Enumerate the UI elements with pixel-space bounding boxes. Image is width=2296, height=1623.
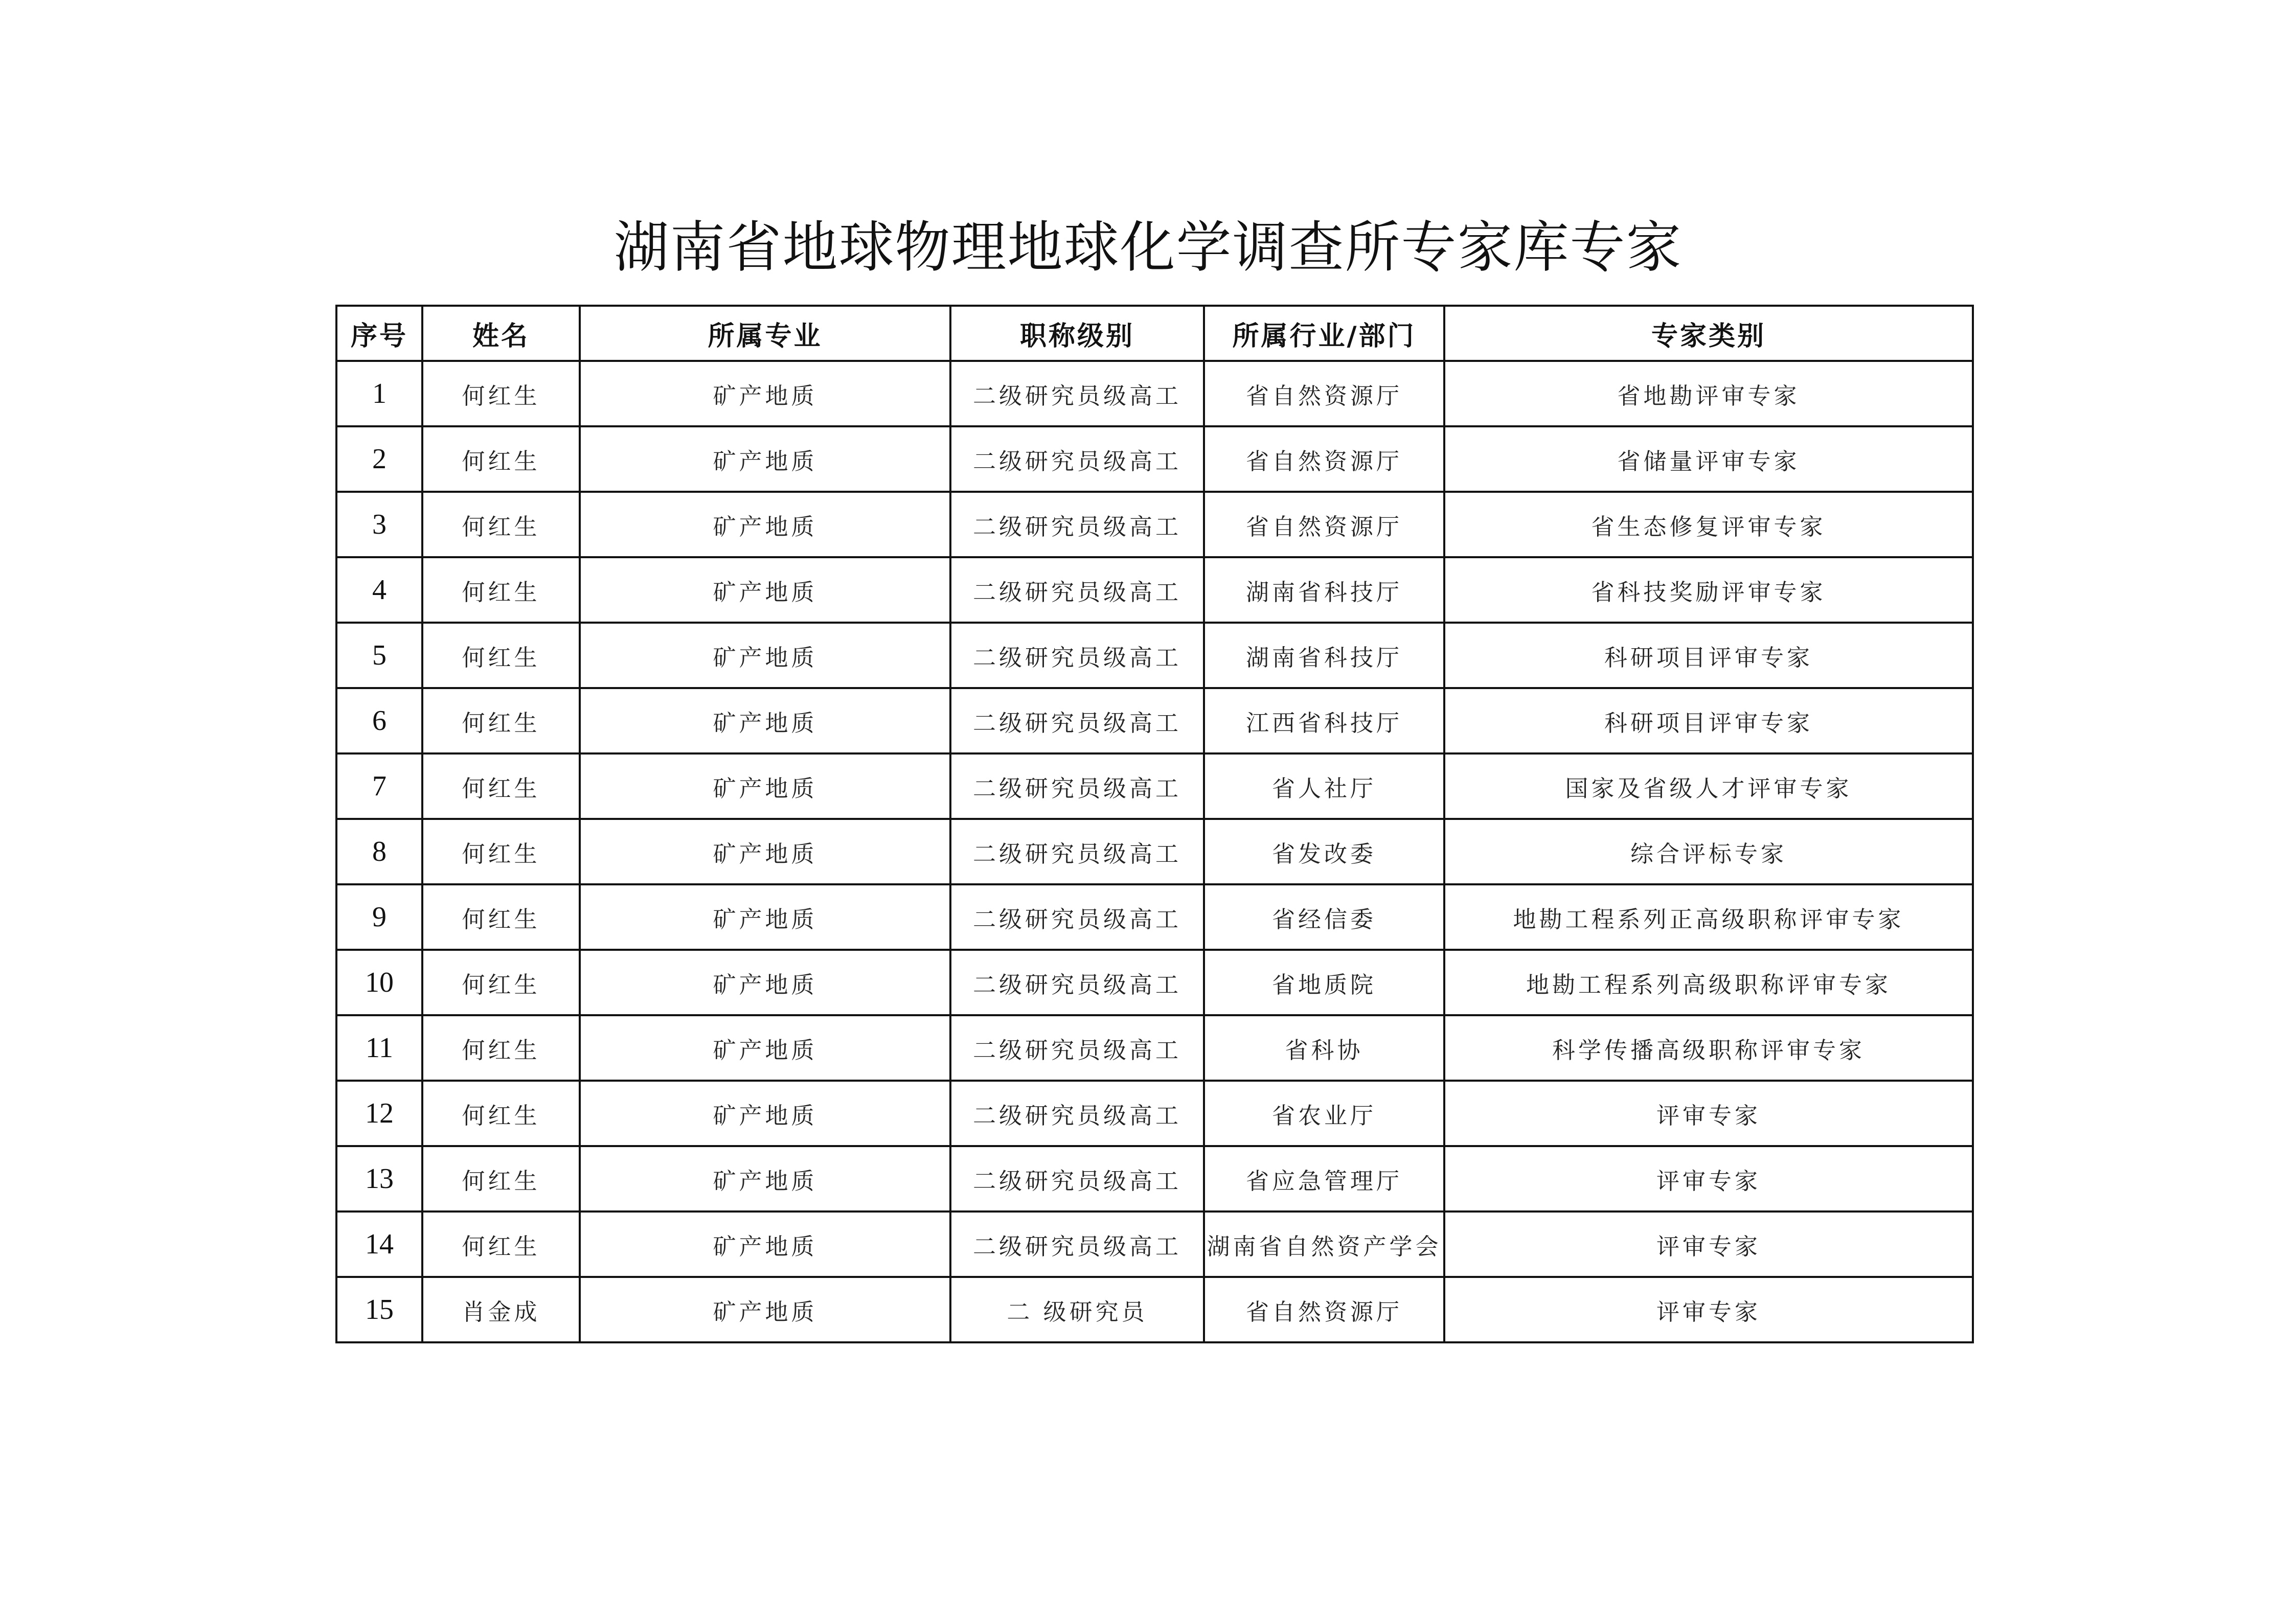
cell-expert-category: 省科技奖励评审专家 — [1444, 557, 1973, 623]
cell-expert-category: 评审专家 — [1444, 1211, 1973, 1277]
header-name: 姓名 — [422, 306, 580, 361]
cell-seq: 8 — [336, 819, 422, 884]
cell-specialty: 矿产地质 — [580, 1146, 950, 1211]
cell-department: 湖南省科技厅 — [1204, 623, 1444, 688]
cell-department: 省人社厅 — [1204, 753, 1444, 819]
header-specialty: 所属专业 — [580, 306, 950, 361]
cell-department: 省发改委 — [1204, 819, 1444, 884]
cell-title-level: 二级研究员级高工 — [950, 492, 1204, 557]
table-header — [336, 306, 1973, 361]
cell-name: 何红生 — [422, 1211, 580, 1277]
cell-specialty: 矿产地质 — [580, 753, 950, 819]
table-body — [336, 361, 1973, 1342]
cell-name: 何红生 — [422, 557, 580, 623]
cell-department: 江西省科技厅 — [1204, 688, 1444, 753]
cell-specialty: 矿产地质 — [580, 623, 950, 688]
cell-name: 何红生 — [422, 361, 580, 426]
table-row — [336, 361, 1973, 426]
cell-name: 何红生 — [422, 1081, 580, 1146]
document-title: 湖南省地球物理地球化学调查所专家库专家 — [613, 216, 1683, 280]
cell-name: 何红生 — [422, 426, 580, 492]
cell-expert-category: 评审专家 — [1444, 1277, 1973, 1342]
cell-seq: 5 — [336, 623, 422, 688]
table-row — [336, 426, 1973, 492]
cell-specialty: 矿产地质 — [580, 950, 950, 1015]
cell-seq: 13 — [336, 1146, 422, 1211]
cell-name: 肖金成 — [422, 1277, 580, 1342]
table-row — [336, 1146, 1973, 1211]
cell-expert-category: 科研项目评审专家 — [1444, 688, 1973, 753]
cell-department: 湖南省自然资产学会 — [1204, 1211, 1444, 1277]
cell-title-level: 二级研究员级高工 — [950, 361, 1204, 426]
cell-department: 省自然资源厅 — [1204, 492, 1444, 557]
cell-expert-category: 地勘工程系列高级职称评审专家 — [1444, 950, 1973, 1015]
cell-name: 何红生 — [422, 623, 580, 688]
cell-expert-category: 国家及省级人才评审专家 — [1444, 753, 1973, 819]
table-row — [336, 819, 1973, 884]
header-expert-category: 专家类别 — [1444, 306, 1973, 361]
cell-expert-category: 评审专家 — [1444, 1146, 1973, 1211]
cell-name: 何红生 — [422, 1015, 580, 1081]
cell-title-level: 二级研究员级高工 — [950, 623, 1204, 688]
cell-title-level: 二级研究员级高工 — [950, 753, 1204, 819]
cell-seq: 1 — [336, 361, 422, 426]
cell-specialty: 矿产地质 — [580, 426, 950, 492]
cell-title-level: 二级研究员级高工 — [950, 1081, 1204, 1146]
cell-title-level: 二级研究员级高工 — [950, 819, 1204, 884]
cell-name: 何红生 — [422, 884, 580, 950]
cell-title-level: 二级研究员级高工 — [950, 557, 1204, 623]
cell-title-level: 二级研究员级高工 — [950, 884, 1204, 950]
cell-name: 何红生 — [422, 753, 580, 819]
cell-seq: 12 — [336, 1081, 422, 1146]
cell-title-level: 二级研究员级高工 — [950, 688, 1204, 753]
cell-seq: 2 — [336, 426, 422, 492]
cell-specialty: 矿产地质 — [580, 361, 950, 426]
cell-department: 省农业厅 — [1204, 1081, 1444, 1146]
cell-seq: 3 — [336, 492, 422, 557]
cell-specialty: 矿产地质 — [580, 1211, 950, 1277]
cell-specialty: 矿产地质 — [580, 557, 950, 623]
cell-expert-category: 省储量评审专家 — [1444, 426, 1973, 492]
cell-specialty: 矿产地质 — [580, 1277, 950, 1342]
cell-name: 何红生 — [422, 492, 580, 557]
cell-title-level: 二级研究员级高工 — [950, 1015, 1204, 1081]
cell-department: 省自然资源厅 — [1204, 361, 1444, 426]
cell-seq: 14 — [336, 1211, 422, 1277]
cell-department: 省经信委 — [1204, 884, 1444, 950]
cell-specialty: 矿产地质 — [580, 1081, 950, 1146]
cell-department: 省应急管理厅 — [1204, 1146, 1444, 1211]
cell-title-level: 二级研究员级高工 — [950, 1211, 1204, 1277]
cell-department: 湖南省科技厅 — [1204, 557, 1444, 623]
cell-expert-category: 科研项目评审专家 — [1444, 623, 1973, 688]
cell-expert-category: 地勘工程系列正高级职称评审专家 — [1444, 884, 1973, 950]
cell-seq: 4 — [336, 557, 422, 623]
table-row — [336, 557, 1973, 623]
header-seq: 序号 — [336, 306, 422, 361]
cell-expert-category: 省生态修复评审专家 — [1444, 492, 1973, 557]
expert-table — [335, 305, 1974, 1343]
cell-name: 何红生 — [422, 950, 580, 1015]
cell-seq: 6 — [336, 688, 422, 753]
cell-department: 省地质院 — [1204, 950, 1444, 1015]
cell-expert-category: 科学传播高级职称评审专家 — [1444, 1015, 1973, 1081]
cell-expert-category: 省地勘评审专家 — [1444, 361, 1973, 426]
cell-department: 省自然资源厅 — [1204, 426, 1444, 492]
table-row — [336, 753, 1973, 819]
cell-title-level: 二级研究员级高工 — [950, 1146, 1204, 1211]
table-row — [336, 1081, 1973, 1146]
cell-department: 省科协 — [1204, 1015, 1444, 1081]
table-row — [336, 950, 1973, 1015]
cell-seq: 7 — [336, 753, 422, 819]
cell-name: 何红生 — [422, 688, 580, 753]
cell-name: 何红生 — [422, 819, 580, 884]
table-row — [336, 1015, 1973, 1081]
header-row — [336, 306, 1973, 361]
cell-expert-category: 评审专家 — [1444, 1081, 1973, 1146]
table-row — [336, 1211, 1973, 1277]
header-title-level: 职称级别 — [950, 306, 1204, 361]
cell-name: 何红生 — [422, 1146, 580, 1211]
cell-title-level: 二 级研究员 — [950, 1277, 1204, 1342]
cell-seq: 9 — [336, 884, 422, 950]
cell-seq: 10 — [336, 950, 422, 1015]
cell-specialty: 矿产地质 — [580, 819, 950, 884]
cell-seq: 11 — [336, 1015, 422, 1081]
header-department: 所属行业/部门 — [1204, 306, 1444, 361]
cell-specialty: 矿产地质 — [580, 1015, 950, 1081]
cell-title-level: 二级研究员级高工 — [950, 426, 1204, 492]
cell-department: 省自然资源厅 — [1204, 1277, 1444, 1342]
cell-title-level: 二级研究员级高工 — [950, 950, 1204, 1015]
table-row — [336, 688, 1973, 753]
cell-specialty: 矿产地质 — [580, 884, 950, 950]
table-row — [336, 884, 1973, 950]
table-row — [336, 1277, 1973, 1342]
cell-seq: 15 — [336, 1277, 422, 1342]
table-row — [336, 623, 1973, 688]
cell-specialty: 矿产地质 — [580, 688, 950, 753]
cell-specialty: 矿产地质 — [580, 492, 950, 557]
table-row — [336, 492, 1973, 557]
cell-expert-category: 综合评标专家 — [1444, 819, 1973, 884]
